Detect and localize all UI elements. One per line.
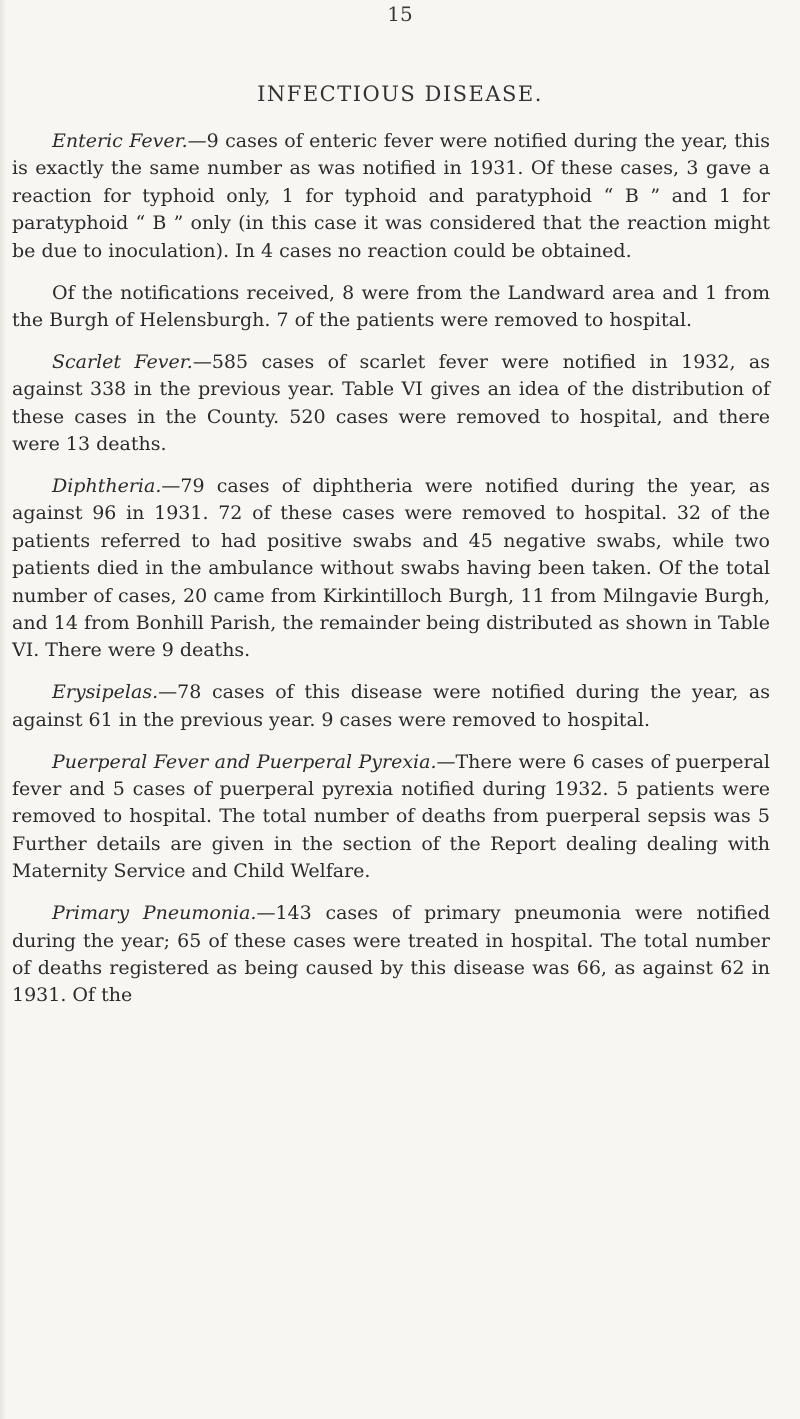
section-heading: INFECTIOUS DISEASE. <box>257 82 543 106</box>
paragraph-erysipelas <box>12 679 770 734</box>
paragraph-text: —79 cases of diphtheria were notified during the year, as against 96 in 1931. 72 of these cases were removed to hospital. 32 of the patients referred to had positive swabs and 45 negative swabs, while two patients died in the ambulance without swabs having been taken. Of the total number of cases, 20 came from Kirkintilloch Burgh, 11 from Milngavie Burgh, and 14 from Bonhill Parish, the remainder being distributed as shown in Table VI. There were 9 deaths. <box>12 474 770 662</box>
page-number: 15 <box>387 2 413 26</box>
paragraph-puerperal <box>12 749 770 886</box>
paragraph-text: —There were 6 cases of puerperal fever and 5 cases of puerperal pyrexia notified during 1932. 5 patients were removed to hospital. The total number of deaths from puerperal sepsis was 5 Further details are given in the section of the Report dealing dealing with Maternity Service and Child Welfare. <box>12 750 770 883</box>
document-body <box>12 128 770 1024</box>
paragraph-enteric-notifications <box>12 280 770 335</box>
paragraph-text: —143 cases of primary pneumonia were notified during the year; 65 of these cases were treated in hospital. The total number of deaths registered as being caused by this disease was 66, as against 62 in 1931. Of the <box>12 902 770 1007</box>
page-edge-shadow <box>0 0 6 1419</box>
paragraph-title: Scarlet Fever. <box>52 350 193 373</box>
paragraph-title: Enteric Fever. <box>52 130 188 152</box>
paragraph-diphtheria <box>12 473 770 665</box>
paragraph-title: Diphtheria. <box>52 474 162 497</box>
paragraph-enteric-fever <box>12 128 770 265</box>
paragraph-text: Of the notifications received, 8 were from the Landward area and 1 from the Burgh of Helensburgh. 7 of the patients were removed to hospital. <box>12 281 770 331</box>
paragraph-text: —78 cases of this disease were notified during the year, as against 61 in the previous year. 9 cases were removed to hospital. <box>12 681 770 731</box>
paragraph-title: Puerperal Fever and Puerperal Pyrexia. <box>52 750 437 773</box>
paragraph-title: Erysipelas. <box>52 681 159 704</box>
paragraph-scarlet-fever <box>12 349 770 459</box>
paragraph-text: —9 cases of enteric fever were notified during the year, this is exactly the same number as was notified in 1931. Of these cases, 3 gave a reaction for typhoid only, 1 for typhoid and paratyphoid “ B ” and 1 for paratyphoid “ B ” only (in this case it was considered that the reaction might be due to inoculation). In 4 cases no reaction could be obtained. <box>12 130 770 262</box>
paragraph-primary-pneumonia <box>12 900 770 1010</box>
paragraph-title: Primary Pneumonia. <box>52 902 257 925</box>
paragraph-text: —585 cases of scarlet fever were notified in 1932, as against 338 in the previous year. Table VI gives an idea of the distribution of these cases in the County. 520 cases were removed to hospital, and there were 13 deaths. <box>12 350 770 456</box>
